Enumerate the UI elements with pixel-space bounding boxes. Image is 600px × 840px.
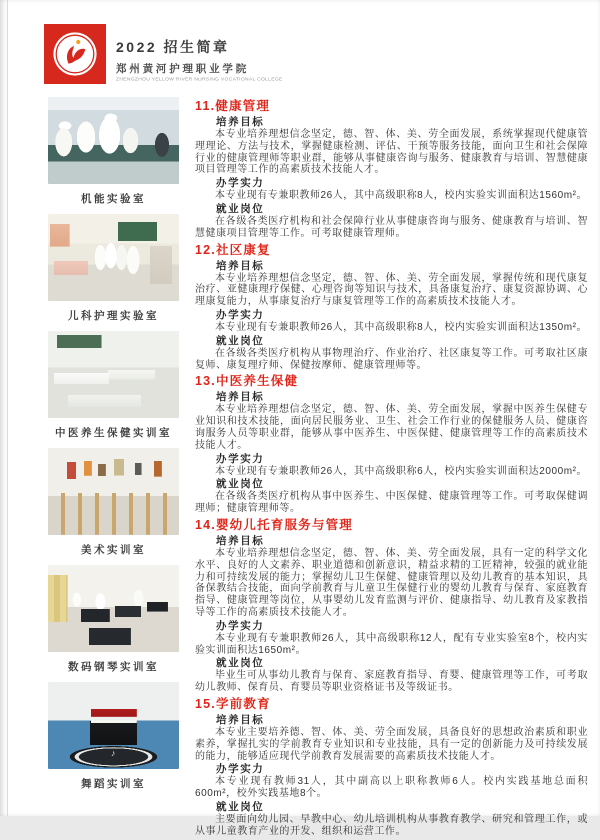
- block-heading: 办学实力: [216, 308, 265, 321]
- school-logo: [44, 24, 106, 84]
- section-number: 13.: [195, 374, 216, 389]
- photo-caption: 美术实训室: [81, 544, 146, 556]
- program-section-tcm-health: [195, 374, 588, 515]
- block-heading: 就业岗位: [216, 478, 265, 491]
- block-heading: 就业岗位: [216, 657, 265, 670]
- photo-caption: 机能实验室: [81, 193, 146, 205]
- block-text: 本专业现有专兼职教师26人，其中高级职称12人，配有专业实验室8个，校内实验实训面积达1650m²。: [195, 632, 588, 656]
- block-heading: 就业岗位: [216, 334, 265, 347]
- block-text: 在各级各类医疗机构从事中医养生、中医保健、健康管理等工作。可考取保健调理师；健康管理师等。: [195, 491, 588, 515]
- section-title: [195, 374, 588, 389]
- photo-caption: 中医养生保健实训室: [55, 427, 172, 439]
- section-title: [195, 518, 588, 533]
- section-number: 15.: [195, 696, 216, 711]
- block-text: 本专业培养理想信念坚定，德、智、体、美、劳全面发展，具有一定的科学文化水平、良好的人文素养、职业道德和创新意识，精益求精的工匠精神，较强的就业能力和可持续发展的能力；掌握幼儿卫生保健、健康管理以及幼儿教育的基本知识，具备保教结合技能，面向学前教育与儿童卫生保健行业的婴幼儿教育与保育、家庭教育指导、健康管理等岗位，从事婴幼儿发育监测与评价、健康指导、幼儿教育及家教指导等工作的高素质技术技能人才。: [195, 547, 588, 618]
- photo-gallery: [48, 97, 179, 840]
- block-text: 本专业培养理想信念坚定，德、智、体、美、劳全面发展，掌握中医养生保健专业知识和技术技能，面向居民服务业、卫生、社会工作行业的保健服务人员、健康咨询服务人员等职业群，能够从事中医养生、中医保健、健康管理等工作的高素质技术技能人才。: [195, 404, 588, 451]
- photo-function-lab: [48, 97, 179, 184]
- program-section-preschool-education: [195, 697, 588, 838]
- block-text: 主要面向幼儿园、早教中心、幼儿培训机构从事教育教学、研究和管理工作，或从事儿童教育产业的开发、组织和运营工作。: [195, 813, 588, 837]
- block-text: 在各级各类医疗机构和社会保障行业从事健康咨询与服务、健康教育与培训、智慧健康项目管理等工作。可考取健康管理师。: [195, 215, 588, 239]
- gallery-item: [48, 565, 179, 674]
- gallery-item: [48, 682, 179, 791]
- header-text: [116, 37, 319, 83]
- block-text: 本专业主要培养德、智、体、美、劳全面发展，具备良好的思想政治素质和职业素养，掌握扎实的学前教育专业知识和专业技能，具有一定的创新能力及可持续发展的能力，能够适应现代学前教育发展需要的高素质技术技能人才。: [195, 726, 588, 762]
- block-heading: 培养目标: [216, 116, 265, 128]
- gallery-item: [48, 331, 179, 440]
- block-text: 本专业培养理想信念坚定，德、智、体、美、劳全面发展，系统掌握现代健康管理理论、方法与技术，掌握健康检测、评估、干预等服务技能，面向卫生和社会保障行业的健康管理师等职业群，能够从事健康咨询与服务、健康教育与培训、智慧健康项目管理等工作的高素质技术技能人才。: [195, 129, 588, 176]
- section-name: 学前教育: [215, 696, 271, 711]
- photo-art-training-room: [48, 448, 179, 535]
- block-text: 本专业现有专兼职教师26人，其中高级职称8人，校内实验实训面积达1350m²。: [215, 321, 588, 333]
- block-heading: 培养目标: [216, 391, 265, 404]
- program-section-health-management: [195, 99, 588, 240]
- photo-pediatric-nursing-lab: [48, 214, 179, 301]
- section-number: 14.: [195, 517, 216, 532]
- page-content: [48, 97, 588, 840]
- photo-dance-studio: [48, 682, 179, 769]
- school-name-en: ZHENGZHOU YELLOW RIVER NURSING VOCATIONAL COLLEGE: [116, 77, 283, 82]
- section-name: 健康管理: [215, 99, 271, 113]
- block-heading: 办学实力: [216, 452, 265, 465]
- program-section-infant-care: [195, 518, 588, 694]
- block-text: 毕业生可从事幼儿教育与保育、家庭教育指导、育婴、健康管理等工作，可考取幼儿教师、保育员、育婴员等职业资格证书及等级证书。: [195, 670, 588, 694]
- school-name: 郑州黄河护理职业学院: [116, 63, 249, 75]
- gallery-item: [48, 448, 179, 557]
- block-heading: 培养目标: [216, 534, 265, 547]
- section-number: 12.: [195, 242, 216, 257]
- block-text: 本专业现有专兼职教师26人，其中高级职称6人，校内实验实训面积达2000m²。: [215, 465, 588, 477]
- block-text: 本专业现有专兼职教师26人，其中高级职称8人，校内实验实训面积达1560m²。: [215, 190, 588, 202]
- block-heading: 就业岗位: [216, 800, 265, 813]
- gallery-item: [48, 97, 179, 206]
- section-title: [195, 99, 588, 114]
- block-text: 本专业现有教师31人，其中副高以上职称教师6人。校内实践基地总面积600m²，校外实践基地8个。: [195, 776, 588, 800]
- section-name: 社区康复: [215, 242, 271, 257]
- school-logo-emblem: [51, 30, 99, 78]
- block-text: 在各级各类医疗机构从事物理治疗、作业治疗、社区康复等工作。可考取社区康复师、康复理疗师、保健按摩师、健康管理师等。: [195, 347, 588, 371]
- photo-caption: 舞蹈实训室: [81, 778, 146, 790]
- section-name: 婴幼儿托育服务与管理: [215, 517, 353, 532]
- photo-digital-piano-room: [48, 565, 179, 652]
- section-title: [195, 243, 588, 258]
- program-sections: [195, 97, 588, 840]
- block-heading: 办学实力: [216, 619, 265, 632]
- block-heading: 就业岗位: [216, 202, 265, 215]
- section-name: 中医养生保健: [215, 374, 299, 389]
- block-heading: 办学实力: [216, 763, 265, 776]
- program-section-community-rehab: [195, 243, 588, 372]
- photo-caption: 数码钢琴实训室: [68, 661, 159, 673]
- block-text: 本专业培养理想信念坚定，德、智、体、美、劳全面发展，掌握传统和现代康复治疗、亚健康理疗保健、心理咨询等知识与技术，具备康复治疗、康复资源协调、心理康复能力，从事康复治疗与康复管理等工作的高素质技术技能人才。: [195, 272, 588, 308]
- photo-caption: 儿科护理实验室: [68, 310, 159, 322]
- block-heading: 培养目标: [216, 259, 265, 272]
- photo-tcm-health-training-room: [48, 331, 179, 418]
- block-heading: 培养目标: [216, 713, 265, 726]
- brochure-title: 2022 招生简章: [116, 39, 230, 55]
- section-title: [195, 697, 588, 712]
- block-heading: 办学实力: [216, 177, 265, 190]
- gallery-item: [48, 214, 179, 323]
- section-number: 11.: [195, 99, 216, 113]
